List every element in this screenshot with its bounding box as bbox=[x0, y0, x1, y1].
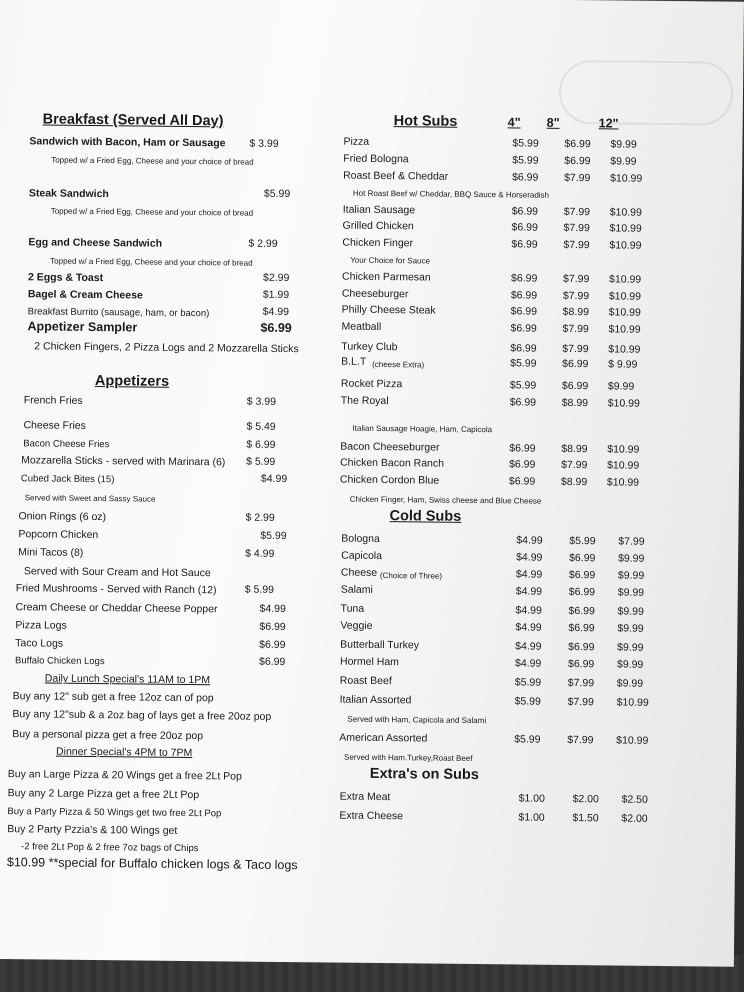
hot-sub-price: $5.99 bbox=[512, 137, 539, 150]
cold-sub-price: $6.99 bbox=[569, 551, 596, 565]
breakfast-item-name: Egg and Cheese Sandwich bbox=[28, 236, 163, 250]
hot-sub-note: Hot Roast Beef w/ Cheddar, BBQ Sauce & Horseradish bbox=[352, 188, 550, 200]
cold-sub-price: $4.99 bbox=[515, 640, 542, 653]
hot-sub-price: $10.99 bbox=[607, 443, 640, 456]
appetizer-name: Popcorn Chicken bbox=[18, 528, 99, 542]
hot-sub-price: $6.99 bbox=[564, 154, 591, 168]
hot-sub-price: $9.99 bbox=[610, 155, 637, 168]
hot-sub-price: $6.99 bbox=[509, 396, 537, 409]
breakfast-item-price: $ 2.99 bbox=[248, 237, 278, 250]
hot-sub-item: Bacon Cheeseburger bbox=[340, 440, 440, 454]
breakfast-item-price: $2.99 bbox=[262, 271, 290, 285]
breakfast-item-name: 2 Eggs & Toast bbox=[27, 271, 104, 285]
appetizer-name: Bacon Cheese Fries bbox=[23, 438, 110, 451]
hot-sub-price: $7.99 bbox=[562, 272, 590, 286]
cold-sub-item: Tuna bbox=[340, 602, 365, 615]
cold-sub-price: $7.99 bbox=[567, 695, 594, 709]
hot-sub-price: $6.99 bbox=[511, 221, 538, 234]
size-header-8in: 8" bbox=[546, 115, 560, 130]
lunch-special-line: Buy a personal pizza get a free 20oz pop bbox=[12, 728, 204, 743]
cold-sub-price: $4.99 bbox=[516, 534, 543, 547]
cold-sub-price: $7.99 bbox=[618, 535, 645, 548]
hot-sub-item: Roast Beef & Cheddar bbox=[343, 169, 449, 183]
sampler-price: $6.99 bbox=[260, 320, 292, 336]
appetizer-price: $6.99 bbox=[259, 638, 286, 652]
appetizer-price: $ 4.99 bbox=[245, 547, 275, 560]
breakfast-item-name: Sandwich with Bacon, Ham or Sausage bbox=[29, 135, 226, 150]
hot-sub-price: $7.99 bbox=[562, 322, 589, 336]
cold-sub-item: American Assorted bbox=[339, 731, 428, 745]
hot-sub-item: Chicken Finger bbox=[342, 236, 414, 250]
dinner-special-line: Buy any 2 Large Pizza get a free 2Lt Pop bbox=[7, 787, 200, 802]
cold-sub-price: $9.99 bbox=[617, 569, 645, 582]
cold-sub-item: Salami bbox=[340, 583, 373, 596]
cold-sub-item: Roast Beef bbox=[339, 674, 392, 688]
hot-sub-item: Chicken Bacon Ranch bbox=[340, 456, 445, 470]
appetizer-name: Onion Rings (6 oz) bbox=[18, 510, 107, 524]
hot-sub-price: $6.99 bbox=[510, 342, 537, 355]
hot-sub-price: $10.99 bbox=[607, 459, 640, 472]
hot-sub-price: $8.99 bbox=[560, 475, 588, 489]
hot-sub-price: $10.99 bbox=[608, 290, 642, 303]
breakfast-item-price: $5.99 bbox=[263, 187, 291, 201]
appetizer-name: Fried Mushrooms - Served with Ranch (12) bbox=[15, 582, 217, 597]
hot-sub-price: $6.99 bbox=[508, 475, 536, 488]
cold-sub-price: $5.99 bbox=[569, 534, 596, 548]
breakfast-item-note: Topped w/ a Fried Egg, Cheese and your choice of bread bbox=[51, 155, 254, 167]
lunch-special-heading: Daily Lunch Special's 11AM to 1PM bbox=[44, 672, 211, 687]
hot-sub-item: Grilled Chicken bbox=[342, 219, 414, 233]
appetizer-price: $6.99 bbox=[259, 620, 286, 634]
breakfast-item-price: $ 3.99 bbox=[249, 137, 279, 150]
cold-sub-price: $5.99 bbox=[514, 733, 541, 746]
hot-sub-price: $10.99 bbox=[610, 172, 643, 185]
hot-sub-item: Rocket Pizza bbox=[340, 377, 403, 391]
extra-item: Extra Meat bbox=[339, 790, 391, 804]
breakfast-item-name: Breakfast Burrito (sausage, ham, or bacon) bbox=[27, 306, 210, 320]
cold-sub-price: $4.99 bbox=[515, 604, 542, 617]
appetizer-note: Served with Sour Cream and Hot Sauce bbox=[23, 565, 211, 580]
cold-sub-price: $10.99 bbox=[616, 734, 649, 747]
lunch-special-line: Buy any 12"sub & a 2oz bag of lays get a free 20oz pop bbox=[12, 708, 272, 723]
hot-sub-price: $6.99 bbox=[510, 322, 537, 335]
hot-sub-price: $6.99 bbox=[512, 171, 539, 184]
cold-sub-note: Served with Ham, Capicola and Salami bbox=[347, 714, 487, 726]
hot-sub-price: $8.99 bbox=[562, 305, 590, 319]
cold-sub-item: Cheese bbox=[340, 566, 378, 579]
extra-price: $2.00 bbox=[572, 793, 599, 806]
appetizer-price: $ 5.49 bbox=[246, 420, 276, 433]
breakfast-heading: Breakfast (Served All Day) bbox=[42, 111, 224, 130]
cold-sub-price: $9.99 bbox=[617, 622, 644, 635]
hot-sub-price: $6.99 bbox=[509, 442, 536, 455]
dinner-special-line: Buy an Large Pizza & 20 Wings get a free 2Lt Pop bbox=[7, 768, 242, 783]
hot-sub-price: $ 9.99 bbox=[608, 358, 638, 371]
hot-sub-note: Italian Sausage Hoagie, Ham, Capicola bbox=[352, 423, 493, 435]
appetizer-name: Pizza Logs bbox=[15, 619, 67, 632]
appetizer-price: $4.99 bbox=[260, 472, 288, 486]
appetizer-price: $ 3.99 bbox=[246, 395, 277, 408]
hot-sub-price: $10.99 bbox=[606, 476, 640, 489]
cold-sub-item: Veggie bbox=[340, 619, 373, 632]
cold-sub-item: Italian Assorted bbox=[339, 693, 412, 707]
hot-sub-price: $10.99 bbox=[608, 273, 642, 286]
appetizer-name: Mini Tacos (8) bbox=[18, 546, 84, 559]
extra-price: $2.50 bbox=[621, 793, 648, 806]
cold-sub-item: Capicola bbox=[341, 549, 383, 563]
hot-sub-price: $8.99 bbox=[561, 396, 589, 410]
sampler-name: Appetizer Sampler bbox=[27, 319, 138, 335]
hot-sub-item: B.L.T bbox=[341, 355, 367, 368]
hot-sub-price: $6.99 bbox=[564, 137, 591, 151]
cold-sub-price: $9.99 bbox=[617, 586, 645, 599]
extra-price: $2.00 bbox=[621, 812, 648, 825]
cold-sub-price: $6.99 bbox=[568, 621, 595, 635]
dinner-special-line: Buy a Party Pizza & 50 Wings get two free 2Lt Pop bbox=[7, 806, 222, 820]
hot-sub-item: Chicken Cordon Blue bbox=[339, 473, 440, 487]
hot-sub-item: Fried Bologna bbox=[343, 152, 409, 166]
hot-sub-price: $6.99 bbox=[561, 379, 589, 393]
breakfast-item-note: Topped w/ a Fried Egg, Cheese and your choice of bread bbox=[50, 206, 254, 218]
hot-sub-price: $10.99 bbox=[607, 397, 640, 410]
appetizer-price: $4.99 bbox=[259, 602, 286, 616]
appetizer-name: French Fries bbox=[23, 394, 83, 407]
hot-sub-note: (cheese Extra) bbox=[372, 359, 425, 370]
cold-sub-price: $9.99 bbox=[616, 658, 644, 671]
extras-heading: Extra's on Subs bbox=[369, 765, 479, 784]
extra-price: $1.50 bbox=[572, 812, 599, 825]
appetizer-name: Cheese Fries bbox=[23, 419, 86, 432]
appetizer-price: $ 2.99 bbox=[245, 511, 275, 524]
cold-sub-price: $10.99 bbox=[616, 696, 649, 709]
cold-subs-heading: Cold Subs bbox=[389, 508, 462, 525]
sampler-desc: 2 Chicken Fingers, 2 Pizza Logs and 2 Mozzarella Sticks bbox=[34, 340, 299, 356]
hot-sub-price: $7.99 bbox=[562, 289, 590, 303]
hot-sub-note: Chicken Finger, Ham, Swiss cheese and Blue Cheese bbox=[349, 494, 542, 506]
cold-sub-price: $4.99 bbox=[514, 657, 542, 670]
cold-sub-price: $7.99 bbox=[567, 733, 594, 747]
hot-sub-price: $6.99 bbox=[510, 272, 538, 285]
hot-sub-price: $7.99 bbox=[563, 205, 591, 219]
hot-sub-item: Turkey Club bbox=[341, 340, 398, 354]
appetizer-price: $ 5.99 bbox=[246, 455, 276, 468]
cold-sub-item: Bologna bbox=[341, 532, 380, 546]
hot-sub-price: $6.99 bbox=[510, 305, 538, 318]
cold-sub-price: $6.99 bbox=[567, 657, 595, 671]
hot-sub-note: Your Choice for Sauce bbox=[350, 255, 431, 266]
appetizer-name: Cubed Jack Bites (15) bbox=[20, 473, 115, 486]
hot-sub-price: $7.99 bbox=[562, 342, 589, 356]
breakfast-item-name: Steak Sandwich bbox=[28, 187, 109, 201]
hot-sub-item: Pizza bbox=[343, 135, 370, 148]
hot-sub-price: $6.99 bbox=[562, 357, 589, 371]
hot-subs-heading: Hot Subs bbox=[393, 113, 458, 130]
cold-sub-note: (Choice of Three) bbox=[379, 571, 443, 581]
appetizer-name: Buffalo Chicken Logs bbox=[14, 655, 105, 668]
hot-sub-price: $7.99 bbox=[563, 238, 590, 252]
dinner-special-price-line: $10.99 **special for Buffalo chicken logs & Taco logs bbox=[6, 855, 298, 873]
breakfast-item-price: $1.99 bbox=[262, 288, 290, 302]
hot-sub-item: Cheeseburger bbox=[341, 287, 409, 301]
hot-sub-price: $10.99 bbox=[609, 222, 642, 235]
hot-sub-price: $5.99 bbox=[510, 357, 537, 370]
size-header-12in: 12" bbox=[598, 116, 619, 131]
appetizer-price: $ 5.99 bbox=[244, 583, 275, 596]
cold-sub-price: $9.99 bbox=[618, 552, 645, 565]
cold-sub-price: $4.99 bbox=[515, 585, 543, 598]
hot-sub-price: $6.99 bbox=[511, 205, 539, 218]
hot-sub-price: $7.99 bbox=[563, 221, 590, 235]
hot-sub-price: $10.99 bbox=[608, 323, 641, 336]
hot-sub-price: $10.99 bbox=[609, 239, 642, 252]
hot-sub-price: $6.99 bbox=[511, 238, 538, 251]
appetizer-note: Served with Sweet and Sassy Sauce bbox=[24, 493, 156, 504]
cold-sub-price: $6.99 bbox=[568, 585, 596, 599]
cold-sub-price: $6.99 bbox=[568, 568, 596, 582]
appetizers-heading: Appetizers bbox=[94, 373, 170, 390]
appetizer-name: Mozzarella Sticks - served with Marinara (6) bbox=[21, 454, 226, 469]
lunch-special-line: Buy any 12" sub get a free 12oz can of pop bbox=[12, 690, 214, 705]
hot-sub-price: $9.99 bbox=[607, 380, 635, 393]
cold-sub-price: $9.99 bbox=[617, 605, 644, 618]
hot-sub-item: Italian Sausage bbox=[342, 203, 416, 217]
cold-sub-item: Butterball Turkey bbox=[340, 638, 420, 652]
breakfast-item-note: Topped w/ a Fried Egg, Cheese and your choice of bread bbox=[50, 256, 253, 268]
appetizer-price: $ 6.99 bbox=[246, 438, 276, 451]
hot-sub-price: $7.99 bbox=[564, 171, 591, 185]
hot-sub-item: Chicken Parmesan bbox=[341, 270, 431, 284]
cold-sub-price: $4.99 bbox=[515, 621, 542, 634]
hot-sub-price: $9.99 bbox=[610, 138, 637, 151]
hot-sub-item: Meatball bbox=[341, 320, 382, 334]
cold-sub-price: $5.99 bbox=[514, 676, 542, 689]
appetizer-price: $5.99 bbox=[260, 529, 287, 543]
cold-sub-price: $9.99 bbox=[617, 641, 644, 654]
extra-price: $1.00 bbox=[518, 792, 545, 805]
cold-sub-price: $9.99 bbox=[616, 677, 644, 690]
hot-sub-price: $10.99 bbox=[609, 206, 642, 219]
cold-sub-price: $4.99 bbox=[515, 568, 543, 581]
hot-sub-item: Philly Cheese Steak bbox=[341, 303, 436, 317]
show-through-logo bbox=[559, 60, 734, 126]
appetizer-price: $6.99 bbox=[258, 655, 286, 669]
appetizer-name: Cream Cheese or Cheddar Cheese Popper bbox=[15, 601, 218, 616]
dinner-special-heading: Dinner Special's 4PM to 7PM bbox=[56, 745, 193, 760]
cold-sub-price: $5.99 bbox=[514, 695, 541, 708]
hot-sub-item: The Royal bbox=[340, 394, 389, 408]
hot-sub-price: $6.99 bbox=[510, 289, 538, 302]
hot-sub-price: $10.99 bbox=[608, 343, 641, 356]
cold-sub-note: Served with Ham.Turkey,Roast Beef bbox=[343, 752, 473, 763]
hot-sub-price: $7.99 bbox=[561, 458, 588, 472]
breakfast-item-name: Bagel & Cream Cheese bbox=[27, 288, 143, 302]
cold-sub-item: Hormel Ham bbox=[339, 655, 400, 669]
appetizer-name: Taco Logs bbox=[15, 637, 64, 650]
extra-item: Extra Cheese bbox=[339, 809, 404, 823]
hot-sub-price: $10.99 bbox=[608, 306, 641, 319]
hot-sub-price: $5.99 bbox=[509, 379, 537, 392]
size-header-4in: 4" bbox=[507, 115, 521, 130]
extra-price: $1.00 bbox=[518, 811, 545, 824]
dinner-special-line: Buy 2 Party Pzzia's & 100 Wings get bbox=[7, 823, 178, 837]
cold-sub-price: $4.99 bbox=[516, 551, 543, 564]
cold-sub-price: $7.99 bbox=[567, 676, 595, 690]
hot-sub-price: $6.99 bbox=[509, 458, 536, 471]
dinner-special-line: -2 free 2Lt Pop & 2 free 7oz bags of Chips bbox=[21, 841, 199, 855]
hot-sub-price: $5.99 bbox=[512, 154, 539, 167]
hot-sub-price: $8.99 bbox=[561, 442, 588, 456]
breakfast-item-price: $4.99 bbox=[262, 305, 290, 319]
cold-sub-price: $6.99 bbox=[568, 604, 595, 618]
cold-sub-price: $6.99 bbox=[568, 640, 595, 654]
